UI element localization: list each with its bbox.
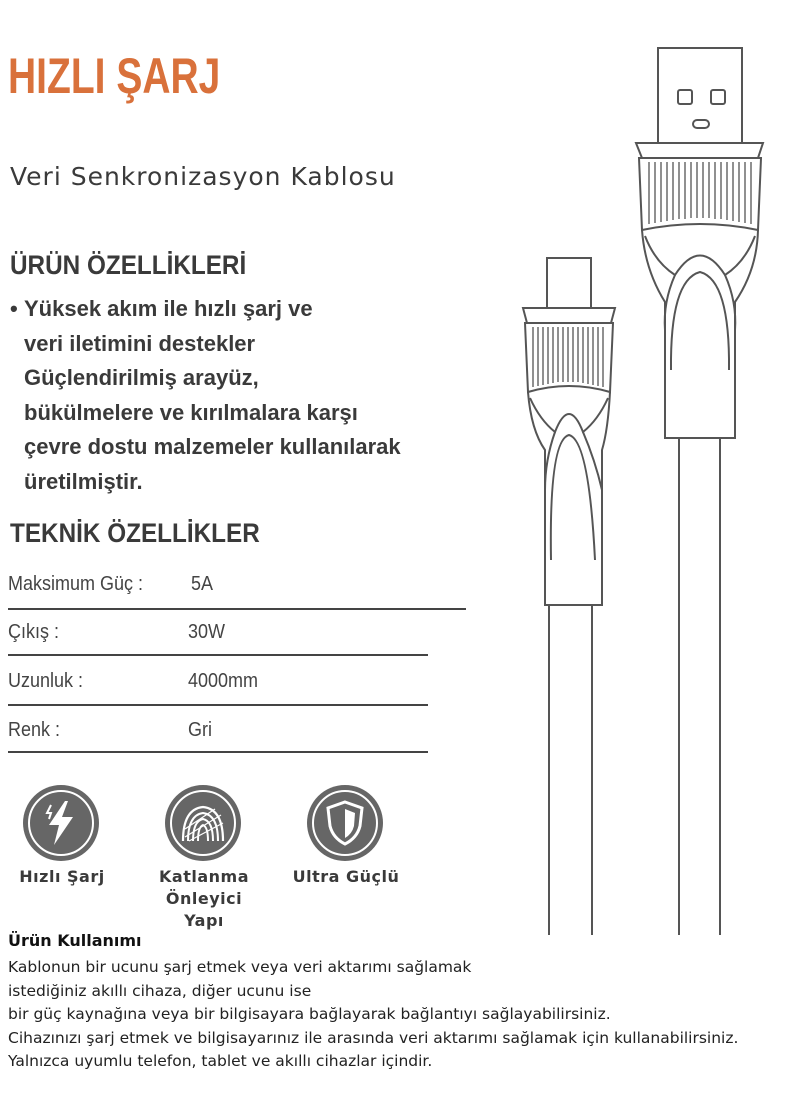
feature-line: çevre dostu malzemeler kullanılarak	[24, 434, 401, 459]
divider	[8, 704, 428, 706]
page-subtitle: Veri Senkronizasyon Kablosu	[10, 162, 396, 191]
page-title: HIZLI ŞARJ	[8, 48, 221, 104]
spec-row-color	[8, 719, 468, 767]
spec-value: 30W	[188, 621, 226, 643]
spec-value: 5A	[191, 573, 214, 595]
features-list	[10, 292, 480, 499]
divider	[8, 608, 466, 610]
usb-c-connector	[523, 258, 615, 605]
spec-row-output	[8, 621, 468, 669]
usage-title: Ürün Kullanımı	[8, 931, 142, 950]
spec-row-length	[8, 670, 468, 718]
usb-c-cable	[549, 605, 592, 935]
usage-line: Yalnızca uyumlu telefon, tablet ve akıllı cihazlar içindir.	[8, 1052, 433, 1070]
usage-text	[8, 956, 738, 1074]
usage-line: Kablonun bir ucunu şarj etmek veya veri aktarımı sağlamak	[8, 958, 472, 976]
usb-a-ribs	[649, 162, 751, 224]
divider	[8, 751, 428, 753]
feature-line: • Yüksek akım ile hızlı şarj ve	[10, 292, 480, 327]
spec-label: Çıkış :	[8, 621, 60, 643]
spec-label: Renk :	[8, 719, 61, 741]
spec-value: Gri	[188, 719, 213, 741]
usb-a-connector	[636, 48, 763, 438]
fast-charge-badge	[23, 785, 99, 861]
anti-bend-label: Katlanma Önleyici Yapı	[159, 867, 249, 930]
usb-a-cable	[679, 438, 720, 935]
specs-heading: TEKNİK ÖZELLİKLER	[10, 518, 260, 548]
spec-row-power	[8, 573, 468, 621]
shield-icon	[325, 800, 365, 846]
usage-line: istediğiniz akıllı cihaza, diğer ucunu ise	[8, 981, 312, 1000]
divider	[8, 654, 428, 656]
lightning-icon	[41, 799, 81, 847]
feature-line: Güçlendirilmiş arayüz,	[24, 365, 259, 390]
spec-value: 4000mm	[188, 670, 259, 692]
features-heading: ÜRÜN ÖZELLİKLERİ	[10, 250, 247, 280]
anti-bend-badge	[165, 785, 241, 861]
cable-illustration	[505, 40, 780, 940]
usb-c-ribs	[533, 327, 603, 387]
spec-label: Maksimum Güç :	[8, 573, 144, 595]
feature-line: bükülmelere ve kırılmalara karşı	[24, 399, 358, 425]
bullet: •	[10, 296, 18, 321]
feature-line: üretilmiştir.	[24, 468, 143, 494]
cable-braid-icon	[179, 801, 227, 845]
usage-line: bir güç kaynağına veya bir bilgisayara bağlayarak bağlantıyı sağlayabilirsiniz.	[8, 1005, 611, 1023]
ultra-strong-badge	[307, 785, 383, 861]
spec-label: Uzunluk :	[8, 670, 84, 692]
feature-line: veri iletimini destekler	[24, 330, 256, 356]
ultra-strong-label: Ultra Güçlü	[292, 867, 400, 886]
usage-line: Cihazınızı şarj etmek ve bilgisayarınız ile arasında veri aktarımı sağlamak için kullanabilirsiniz.	[8, 1028, 739, 1047]
fast-charge-label: Hızlı Şarj	[19, 867, 105, 886]
